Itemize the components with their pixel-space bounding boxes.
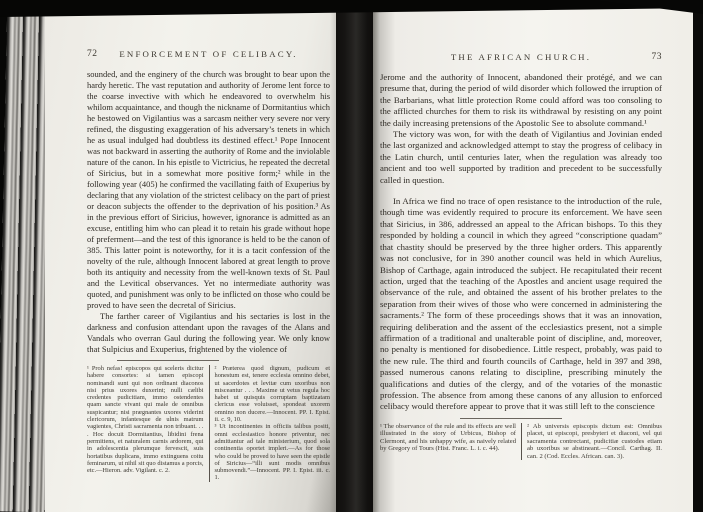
right-footnotes xyxy=(380,423,662,461)
body-paragraph: The victory was won, for with the death of Vigilantius and Jovinian ended the last organized and acknowledged attempt to stay the progress of celibacy in the Latin church, until centuries later, when the regulation was already too ancient and too well supported by tradition and precedent to be successfully called in question. xyxy=(380,129,662,185)
footnote-column xyxy=(521,423,662,461)
left-footnotes xyxy=(87,365,330,482)
footnote-separator-rule xyxy=(117,360,219,361)
left-page xyxy=(45,11,336,512)
footnote: ¹ Proh nefas! episcopos qui sceleris dicitur habere consortes: si tamen episcopi nominandi sunt qui non ordinant diaconos nisi prius uxores duxerint; nulli cælibi credentes pudicitiam, immo ostendentes quam sancte vivant qui male de omnibus suspicantur; nisi prægnantes uxores viderint clericorum, infantesque de ulnis matrum vagientes, Christi sacramenta non tribuant. . . . Hoc docuit Dormitantius, libidini frena permittens, et naturalem carnis ardorem, qui in adolescentia plerumque fervescit, suis hortatibus duplicans, immo extinguens coitu feminarum, ut nihil sit quo distamus a porcis, etc.—Hieron. adv. Vigilant. c. 2. xyxy=(87,365,204,475)
right-page xyxy=(373,8,693,512)
footnote: ³ Ut incontinentes in officiis talibus positi, omni ecclesiastico honore priventur, nec admittantur ad tale ministerium, quod sola continentia oportet impleri.—As for those who could be proved to have seen the epistle of Siricius—“illi sunt modis omnibus submovendi.”—Innocent. PP. I. Epist. iii. c. 1. xyxy=(214,423,330,482)
footnote-column xyxy=(87,365,209,482)
left-page-number: 72 xyxy=(87,49,98,59)
footnote-separator-rule xyxy=(460,418,562,419)
left-page-header xyxy=(87,49,330,62)
body-paragraph: Jerome and the authority of Innocent, abandoned their protégé, and we can presume that, during the period of wild disorder which followed the irruption of the Barbarians, what little protection Rome could afford was too consoling to the afflicted churches for them to risk its withdrawal by resisting on any point the daily increasing pretensions of the Apostolic See to absolute command.¹ xyxy=(380,72,662,128)
footnote: ² Præterea quod dignum, pudicum et honestum est, tenere ecclesia omnino debet, ut sacerdotes et levitæ cum uxoribus non misceantur . . . Maxime ut vetus regula hoc habet ut quisquis corruptam baptizatam clericus esse voluisset, spondeat uxorem omnino non ducere.—Innocent. PP. I. Epist. ii. c. 9, 10. xyxy=(214,365,330,424)
footnote: ² Ab universis episcopis dictum est: Omnibus placet, ut episcopi, presbyteri et diaconi, vel qui sacramenta contrectant, pudicitiæ custodes etiam ab uxoribus se abstineant.—Concil. Carthag. II. can. 2 (Cod. Eccles. African. can. 3). xyxy=(527,422,662,460)
right-page-number: 73 xyxy=(651,52,662,62)
right-page-header xyxy=(380,52,662,65)
body-paragraph: The farther career of Vigilantius and his sectaries is lost in the darkness and confusion attendant upon the ravages of the Alans and Vandals who overran Gaul during the following year. We only know that Sulpicius and Exuperius, frightened by the violence of xyxy=(87,311,330,354)
footnote: ¹ The observance of the rule and its effects are well illustrated in the story of Urbicus, Bishop of Clermont, and his unhappy wife, as naively related by Gregory of Tours (Hist. Franc. L. i. c. 44). xyxy=(380,422,516,453)
body-paragraph: sounded, and the enginery of the church was brought to bear upon the hardy heretic. The vast reputation and authority of Jerome lent force to the coarse invective with which he endeavored to overwhelm his whilom acquaintance, and though the nickname of Dormitantius which he bestowed on Vigilantius was a sarcasm neither very severe nor very refined, the disgusting exaggeration of his adversary’s tenets in which he as usual indulged had doubtless its destined effect.¹ Pope Innocent was not backward in asserting the authority of Rome and the inviolable nature of the canon. In his epistle to Victricius, he repeated the decretal of Siricius, but in a somewhat more positive form;² while in the following year (405) he confirmed the vacillating faith of Exuperius by declaring that any violation of the strictest celibacy on the part of priest or deacon subjects the offender to the deprivation of his position.³ As in the previous effort of Siricius, however, ignorance is admitted as an excuse, entitling him who can plead it to retain his grade without hope of preferment—and the test of this ignorance is held to be the canon of 385. This latter point is noteworthy, for it is a tacit confession of the novelty of the rule, although Innocent labored at great length to prove both its antiquity and necessity from the well-known texts of St. Paul and the Levitical observances. Yet no intermediate authority was quoted, and punishment was only to be inflicted on those who could be proved to have seen the decretal of Siricius. xyxy=(87,69,330,310)
footnote-column xyxy=(380,423,521,461)
footnote-column xyxy=(209,365,331,482)
body-paragraph: In Africa we find no trace of open resistance to the introduction of the rule, though time was evidently required to procure its enforcement. We have seen that Siricius, in 386, addressed an appeal to the African bishops. To this they responded by holding a council in which they agreed “conscriptione quadam” that chastity should be preserved by the three higher orders. This apparently was not conclusive, for in 390 another council was held in which Aurelius, Bishop of Carthage, again introduced the subject. He recapitulated their recent action, urged that the teaching of the Apostles and ancient usage required the observance of the rule, and obtained the assent of his brother prelates to the separation from their wives of those who were concerned in administering the sacraments.² The form of these proceedings shows that it was an innovation, requiring deliberation and the assent of the ecclesiastics present, not a simple affirmation of a traditional and unalterable point of discipline, and, moreover, no penalty is mentioned for disobedience. Little respect, probably, was paid to the new rule. The third and fourth councils of Carthage, held in 397 and 398, passed numerous canons relating to discipline, prescribing minutely the qualifications and duties of the clergy, and of the votaries of the monastic profession. The absence from among these canons of any allusion to enforced celibacy would therefore appear to prove that it was still left to the conscience xyxy=(380,196,662,412)
right-running-title: THE AFRICAN CHURCH. xyxy=(450,52,592,62)
left-running-title: ENFORCEMENT OF CELIBACY. xyxy=(119,49,298,59)
